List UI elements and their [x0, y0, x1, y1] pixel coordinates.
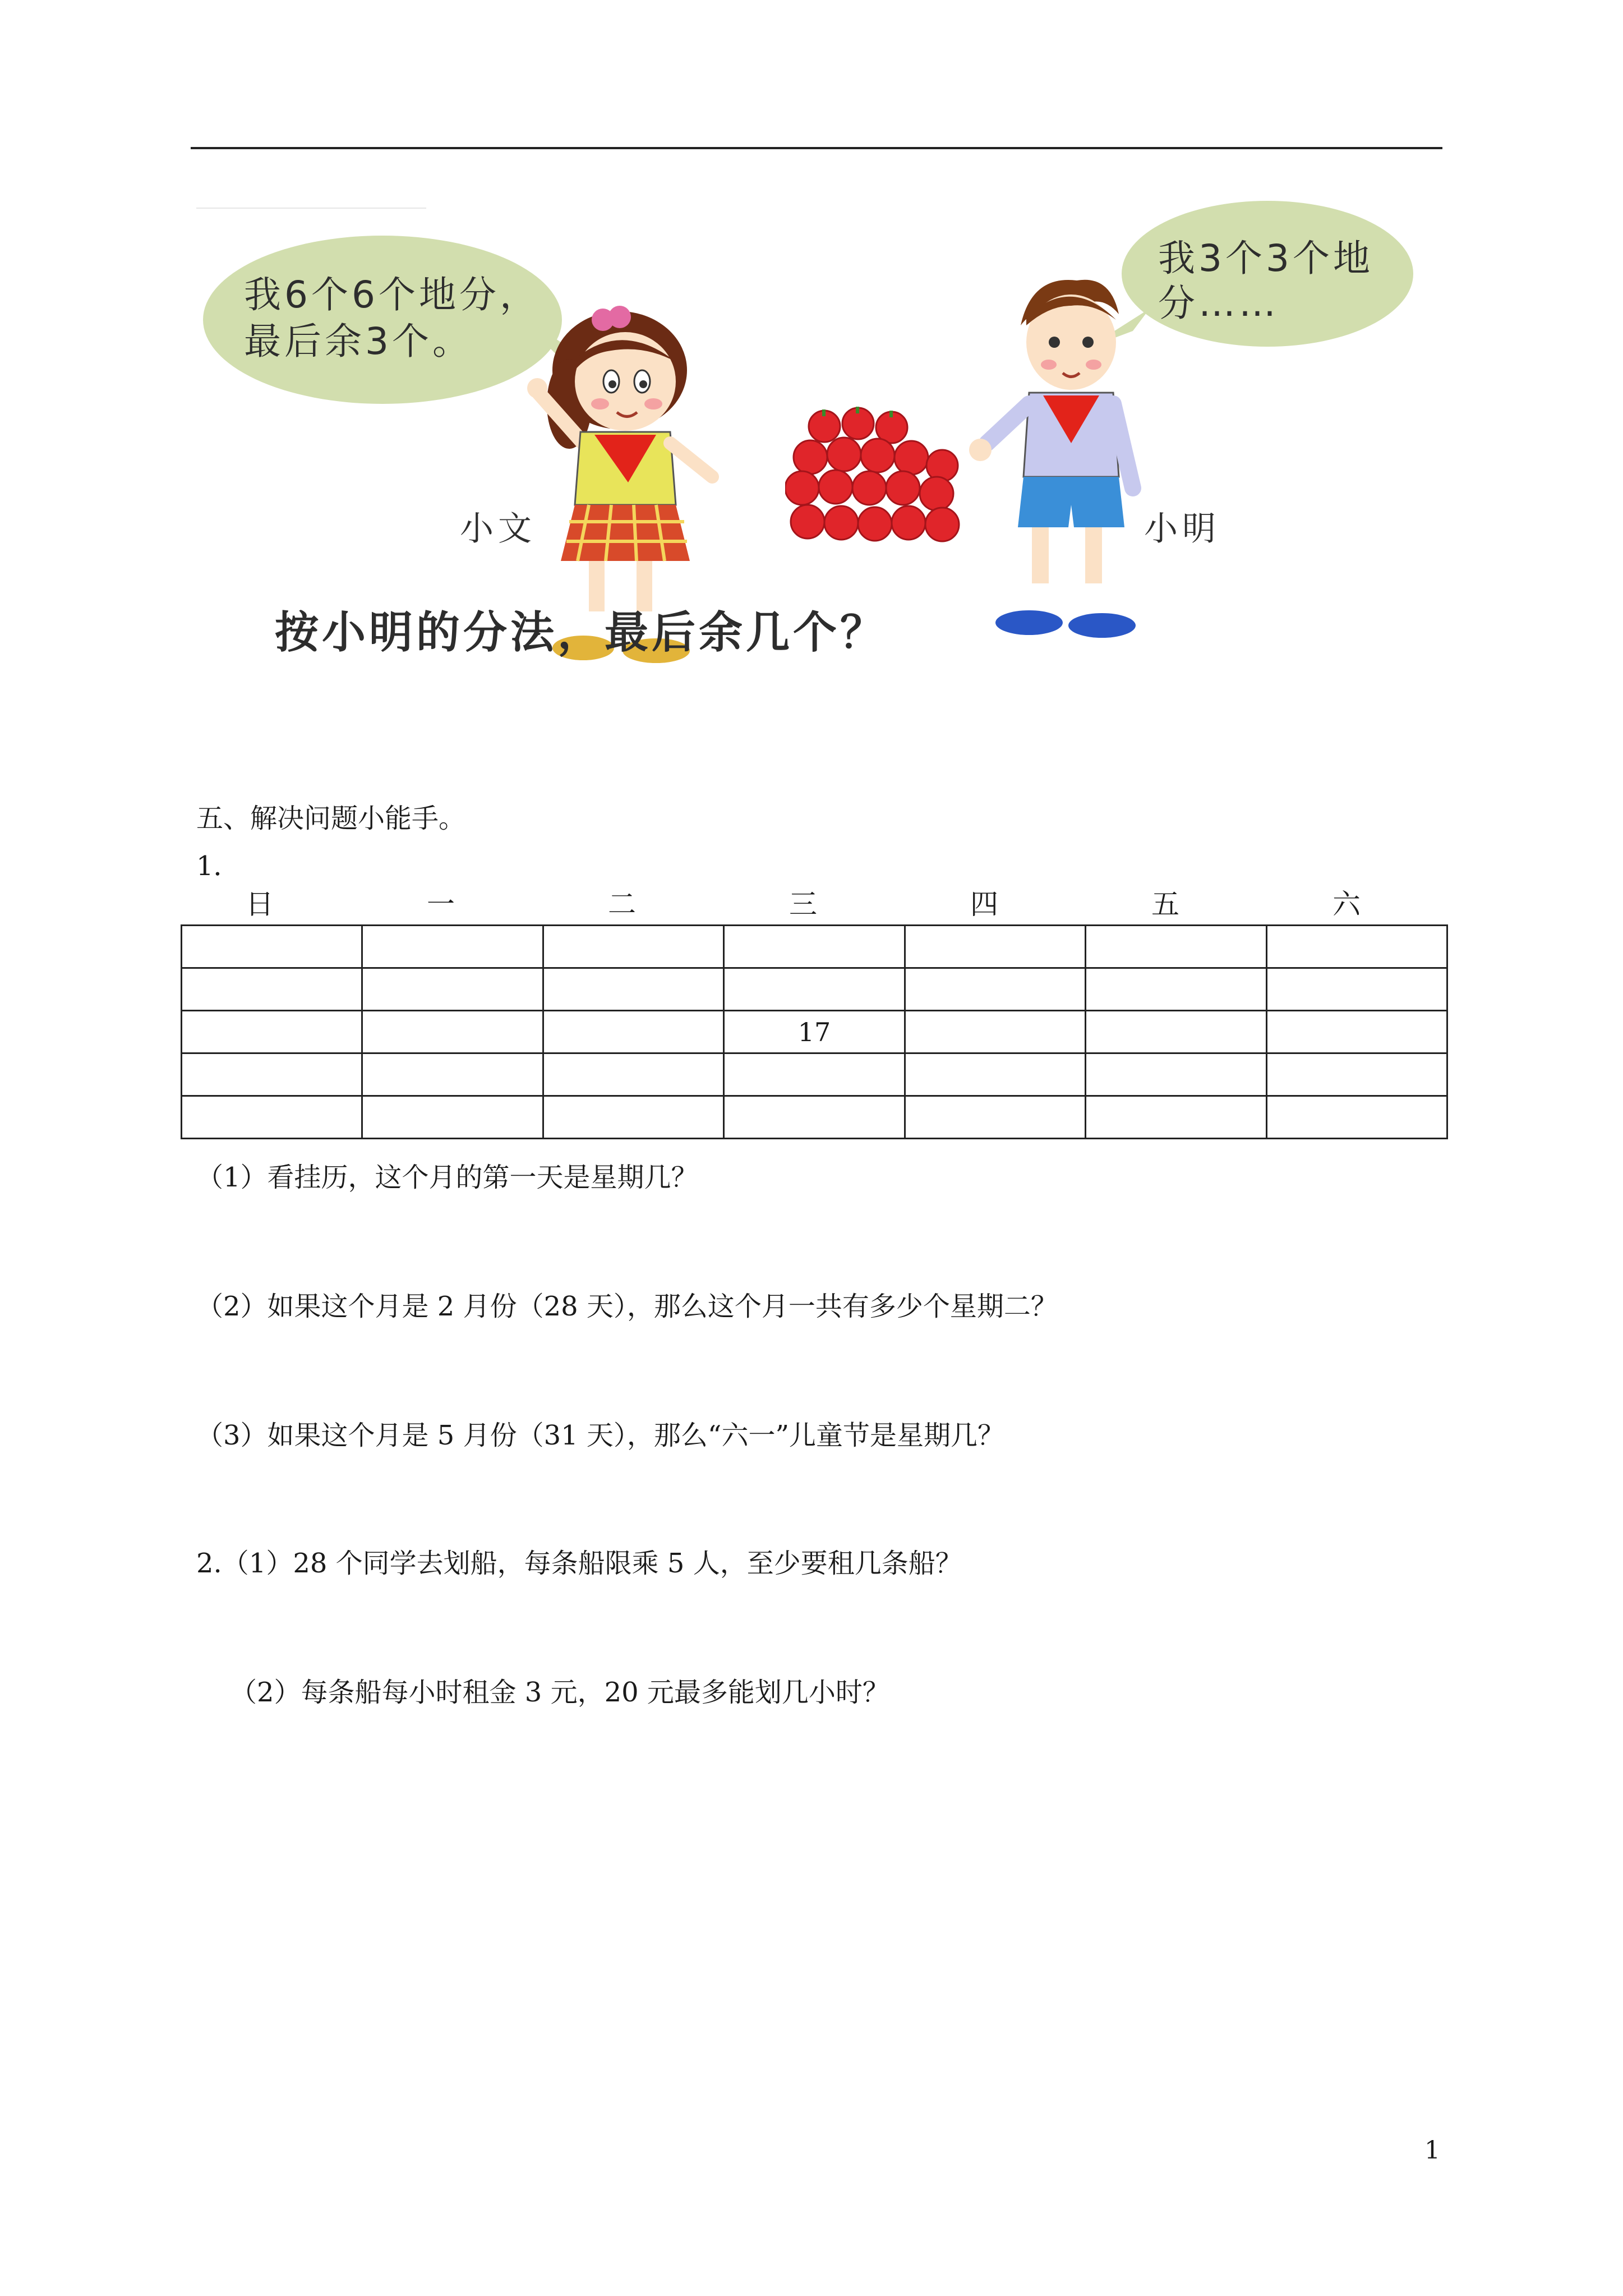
- section-title: 五、解决问题小能手。: [196, 803, 466, 834]
- calendar-cell: [1266, 1011, 1447, 1053]
- calendar-cell: [905, 968, 1085, 1011]
- weekday-thu: 四: [970, 888, 998, 921]
- calendar-row: [182, 926, 1447, 968]
- weekday-fri: 五: [1151, 888, 1179, 921]
- calendar-cell: [543, 926, 723, 968]
- question-1-sub-3: （3）如果这个月是 5 月份（31 天），那么“六一”儿童节是星期几？: [196, 1420, 1005, 1451]
- weekday-wed: 三: [789, 888, 817, 921]
- girl-bubble-line-2: 最后余3个。: [244, 320, 473, 363]
- calendar-cell: 17: [724, 1011, 905, 1053]
- calendar-cell: [905, 1011, 1085, 1053]
- question-1-label: 1．: [196, 850, 241, 882]
- calendar-row: [182, 1053, 1447, 1096]
- girl-name-label: 小文: [460, 509, 536, 549]
- calendar-table: [181, 924, 1448, 1139]
- boy-figure: [965, 264, 1166, 679]
- calendar-cell: [182, 1053, 362, 1096]
- calendar-cell: [362, 1096, 543, 1139]
- calendar-cell: [362, 926, 543, 968]
- calendar-cell: [1266, 926, 1447, 968]
- page-number: 1: [1424, 2136, 1440, 2165]
- calendar-cell: [543, 1011, 723, 1053]
- calendar-weekday-header: [181, 882, 1448, 921]
- weekday-tue: 二: [608, 888, 636, 921]
- question-1-sub-1: （1）看挂历，这个月的第一天是星期几？: [196, 1162, 698, 1193]
- calendar-cell: [1086, 1011, 1266, 1053]
- header-rule: [191, 147, 1442, 149]
- calendar-cell: [1266, 1053, 1447, 1096]
- calendar-row: [182, 968, 1447, 1011]
- calendar-cell: [724, 1096, 905, 1139]
- weekday-sun: 日: [246, 888, 274, 921]
- calendar-cell: [905, 1053, 1085, 1096]
- calendar-cell: [905, 926, 1085, 968]
- question-2-part-2: （2）每条船每小时租金 3 元，20 元最多能划几小时？: [230, 1677, 889, 1708]
- illustration: [191, 191, 1424, 696]
- calendar-cell: [543, 1053, 723, 1096]
- calendar-cell: [362, 1011, 543, 1053]
- calendar-cell: [543, 968, 723, 1011]
- apple-pile: [785, 404, 976, 572]
- calendar-cell: [182, 1096, 362, 1139]
- calendar-cell: [1086, 1053, 1266, 1096]
- calendar-cell: [362, 1053, 543, 1096]
- calendar-cell: [543, 1096, 723, 1139]
- calendar-cell: [362, 968, 543, 1011]
- boy-bubble-line-2: 分……: [1158, 282, 1279, 325]
- calendar-cell: [1086, 926, 1266, 968]
- calendar-cell: [1086, 1096, 1266, 1139]
- calendar-cell: [724, 1053, 905, 1096]
- calendar-cell: [182, 1011, 362, 1053]
- boy-bubble-line-1: 我3个3个地: [1158, 237, 1373, 280]
- calendar-cell: [1086, 968, 1266, 1011]
- calendar-cell: [182, 968, 362, 1011]
- calendar-cell: [1266, 1096, 1447, 1139]
- calendar-row: [182, 1096, 1447, 1139]
- girl-bubble-line-1: 我6个6个地分，: [244, 273, 540, 316]
- weekday-mon: 一: [427, 888, 455, 921]
- calendar-cell: [1266, 968, 1447, 1011]
- question-1-sub-2: （2）如果这个月是 2 月份（28 天），那么这个月一共有多少个星期二？: [196, 1291, 1058, 1322]
- boy-name-label: 小明: [1144, 509, 1220, 549]
- calendar-cell: [724, 968, 905, 1011]
- calendar-cell: [724, 926, 905, 968]
- illustration-question: 按小明的分法，最后余几个？: [275, 608, 888, 658]
- calendar-cell: [182, 926, 362, 968]
- question-2-part-1: 2.（1）28 个同学去划船，每条船限乘 5 人，至少要租几条船？: [196, 1548, 962, 1579]
- calendar-cell: [905, 1096, 1085, 1139]
- weekday-sat: 六: [1332, 888, 1361, 921]
- calendar-row: [182, 1011, 1447, 1053]
